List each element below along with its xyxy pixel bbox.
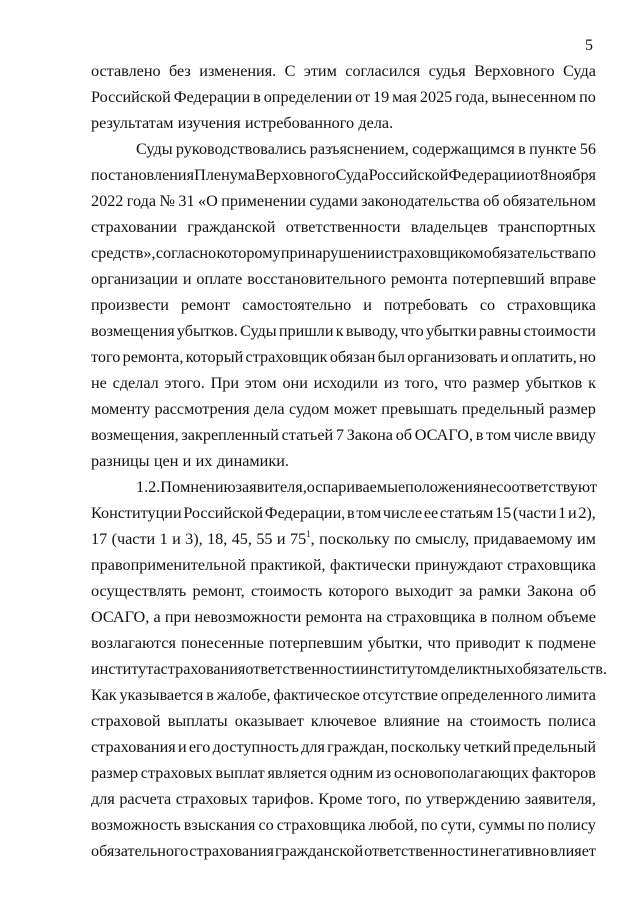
- text-line: того ремонта, который страховщик обязан был организовать и оплатить, но: [91, 348, 596, 366]
- text-line: страховании гражданской ответственности владельцев транспортных: [91, 218, 596, 236]
- text-line: 1.2. По мнению заявителя, оспариваемые положения не соответствуют: [136, 478, 597, 496]
- text-line: возмещения убытков. Суды пришли к выводу, что убытки равны стоимости: [91, 322, 596, 340]
- text-line: страховой выплаты оказывает ключевое влияние на стоимость полиса: [91, 712, 596, 730]
- text-line: оставлено без изменения. С этим согласился судья Верховного Суда: [91, 62, 596, 80]
- text-line: правоприменительной практикой, фактически принуждают страховщика: [91, 556, 596, 574]
- text-line: результатам изучения истребованного дела.: [91, 114, 394, 132]
- document-body: [91, 58, 607, 864]
- text-line: постановления Пленума Верховного Суда Российской Федерации от 8 ноября: [91, 166, 596, 184]
- text-line: разницы цен и их динамики.: [91, 452, 289, 470]
- text-line: Конституции Российской Федерации, в том числе ее статьям 15 (части 1 и 2),: [91, 504, 596, 522]
- page-number: 5: [585, 37, 593, 54]
- text-line: не сделал этого. При этом они исходили из того, что размер убытков к: [91, 374, 596, 392]
- text-line: моменту рассмотрения дела судом может превышать предельный размер: [91, 400, 596, 418]
- text-line: возможность взыскания со страховщика любой, по сути, суммы по полису: [91, 816, 596, 834]
- text-line: возмещения, закрепленный статьей 7 Закона об ОСАГО, в том числе ввиду: [91, 426, 596, 444]
- text-line: осуществлять ремонт, стоимость которого выходит за рамки Закона об: [91, 582, 596, 600]
- text-line: обязательного страхования гражданской ответственности негативно влияет: [91, 842, 596, 860]
- text-line: ОСАГО, а при невозможности ремонта на страховщика в полном объеме: [91, 608, 596, 626]
- text-line: 2022 года № 31 «О применении судами законодательства об обязательном: [91, 192, 596, 210]
- text-line: страхования и его доступность для граждан, поскольку четкий предельный: [91, 738, 596, 756]
- text-line: Как указывается в жалобе, фактическое отсутствие определенного лимита: [91, 686, 596, 704]
- text-line: произвести ремонт самостоятельно и потребовать со страховщика: [91, 296, 596, 314]
- text-line: для расчета страховых тарифов. Кроме того, по утверждению заявителя,: [91, 790, 596, 808]
- text-line: Российской Федерации в определении от 19 мая 2025 года, вынесенном по: [91, 88, 596, 106]
- text-line: размер страховых выплат является одним из основополагающих факторов: [91, 764, 596, 782]
- text-line: средств», согласно которому при нарушении страховщиком обязательства по: [91, 244, 596, 262]
- text-line: организации и оплате восстановительного ремонта потерпевший вправе: [91, 270, 596, 288]
- text-line: возлагаются понесенные потерпевшим убытки, что приводит к подмене: [91, 634, 596, 652]
- text-line: института страхования ответственности институтом деликтных обязательств.: [91, 660, 607, 678]
- text-line: 17 (части 1 и 3), 18, 45, 55 и $75^1$, поскольку по смыслу, придаваемому им: [91, 528, 596, 548]
- text-line: Суды руководствовались разъяснением, содержащимся в пункте 56: [136, 140, 596, 158]
